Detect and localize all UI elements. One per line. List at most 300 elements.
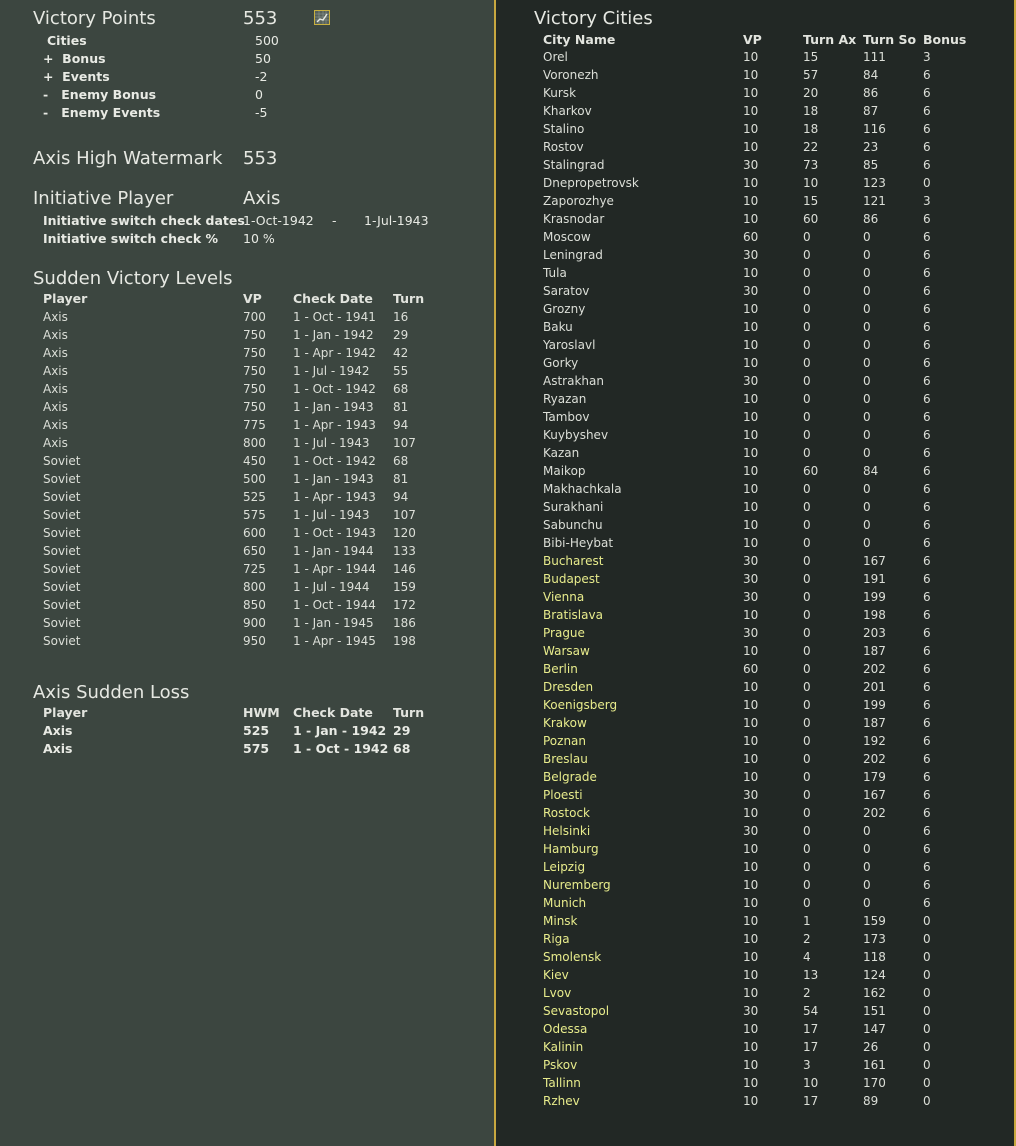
city-vp: 10	[743, 716, 759, 730]
city-turn-so: 0	[863, 824, 871, 838]
sv-player: Soviet	[43, 526, 81, 540]
city-turn-so: 202	[863, 752, 886, 766]
city-bonus: 0	[923, 176, 931, 190]
city-bonus: 0	[923, 1022, 931, 1036]
sv-check-date: 1 - Jul - 1942	[293, 364, 370, 378]
city-bonus: 3	[923, 50, 931, 64]
city-bonus: 6	[923, 626, 931, 640]
city-name: Riga	[543, 932, 570, 946]
city-vp: 10	[743, 428, 759, 442]
city-bonus: 6	[923, 122, 931, 136]
city-bonus: 6	[923, 662, 931, 676]
city-turn-ax: 0	[803, 230, 811, 244]
city-turn-ax: 0	[803, 446, 811, 460]
sv-check-date: 1 - Jul - 1943	[293, 436, 370, 450]
city-bonus: 0	[923, 1094, 931, 1108]
table-row	[496, 626, 1014, 644]
city-name: Dresden	[543, 680, 594, 694]
sl-header-hwm: HWM	[243, 705, 280, 720]
high-watermark-value: 553	[243, 148, 278, 169]
sv-turn: 29	[393, 328, 409, 342]
city-turn-ax: 17	[803, 1040, 819, 1054]
victory-points-total: 553	[243, 8, 278, 29]
city-name: Minsk	[543, 914, 578, 928]
city-vp: 10	[743, 806, 759, 820]
city-turn-ax: 73	[803, 158, 819, 172]
city-bonus: 6	[923, 104, 931, 118]
sl-hwm: 575	[243, 741, 270, 756]
table-row	[0, 598, 494, 616]
sv-vp: 800	[243, 580, 266, 594]
table-row	[496, 302, 1014, 320]
table-row	[496, 662, 1014, 680]
city-name: Rzhev	[543, 1094, 580, 1108]
table-row	[496, 860, 1014, 878]
city-name: Sabunchu	[543, 518, 603, 532]
city-name: Tambov	[543, 410, 590, 424]
table-row	[496, 1058, 1014, 1076]
victory-summary-panel	[0, 0, 494, 1146]
city-name: Makhachkala	[543, 482, 622, 496]
city-turn-so: 173	[863, 932, 886, 946]
city-turn-so: 0	[863, 248, 871, 262]
table-row	[0, 526, 494, 544]
city-turn-so: 203	[863, 626, 886, 640]
city-name: Vienna	[543, 590, 585, 604]
sv-turn: 172	[393, 598, 416, 612]
city-bonus: 6	[923, 536, 931, 550]
city-turn-ax: 0	[803, 608, 811, 622]
table-row	[496, 86, 1014, 104]
city-turn-so: 199	[863, 698, 886, 712]
vp-breakdown-label: - Enemy Events	[43, 105, 161, 120]
table-row	[496, 212, 1014, 230]
city-bonus: 0	[923, 914, 931, 928]
table-row	[0, 472, 494, 490]
sudden-victory-table	[0, 310, 494, 652]
sv-player: Soviet	[43, 598, 81, 612]
city-vp: 10	[743, 446, 759, 460]
table-row	[0, 508, 494, 526]
city-name: Kiev	[543, 968, 569, 982]
city-name: Breslau	[543, 752, 588, 766]
sv-player: Soviet	[43, 508, 81, 522]
city-vp: 10	[743, 518, 759, 532]
city-turn-ax: 0	[803, 680, 811, 694]
table-row	[0, 544, 494, 562]
city-name: Leningrad	[543, 248, 603, 262]
sv-header-turn: Turn	[393, 291, 425, 306]
city-vp: 10	[743, 698, 759, 712]
sv-vp: 525	[243, 490, 266, 504]
sv-turn: 107	[393, 508, 416, 522]
table-row	[496, 806, 1014, 824]
city-turn-ax: 0	[803, 788, 811, 802]
table-row	[0, 580, 494, 598]
city-bonus: 6	[923, 608, 931, 622]
city-turn-so: 23	[863, 140, 879, 154]
city-name: Odessa	[543, 1022, 588, 1036]
city-turn-ax: 60	[803, 212, 819, 226]
city-name: Krakow	[543, 716, 587, 730]
city-turn-ax: 0	[803, 734, 811, 748]
city-vp: 10	[743, 392, 759, 406]
initiative-date-separator: -	[332, 213, 337, 228]
city-vp: 30	[743, 1004, 759, 1018]
table-row	[496, 716, 1014, 734]
sv-vp: 600	[243, 526, 266, 540]
city-vp: 10	[743, 464, 759, 478]
city-turn-ax: 0	[803, 356, 811, 370]
table-row	[0, 634, 494, 652]
vc-header-bonus: Bonus	[923, 32, 967, 47]
city-vp: 10	[743, 1094, 759, 1108]
city-name: Orel	[543, 50, 568, 64]
city-vp: 30	[743, 788, 759, 802]
table-row	[496, 446, 1014, 464]
city-turn-so: 124	[863, 968, 886, 982]
city-turn-ax: 1	[803, 914, 811, 928]
sv-vp: 950	[243, 634, 266, 648]
sl-header-turn: Turn	[393, 705, 425, 720]
city-turn-so: 167	[863, 788, 886, 802]
city-vp: 10	[743, 356, 759, 370]
sv-player: Axis	[43, 310, 68, 324]
table-row	[0, 741, 494, 759]
city-vp: 60	[743, 662, 759, 676]
initiative-pct-value: 10 %	[243, 231, 275, 246]
city-bonus: 6	[923, 716, 931, 730]
city-vp: 10	[743, 302, 759, 316]
table-row	[496, 284, 1014, 302]
vp-breakdown-label: + Bonus	[43, 51, 106, 66]
city-bonus: 6	[923, 320, 931, 334]
city-vp: 10	[743, 176, 759, 190]
city-turn-so: 162	[863, 986, 886, 1000]
sv-vp: 500	[243, 472, 266, 486]
city-name: Belgrade	[543, 770, 597, 784]
city-name: Astrakhan	[543, 374, 604, 388]
city-name: Warsaw	[543, 644, 590, 658]
table-row	[496, 140, 1014, 158]
table-row	[496, 590, 1014, 608]
city-turn-ax: 0	[803, 824, 811, 838]
city-turn-ax: 4	[803, 950, 811, 964]
table-row	[496, 770, 1014, 788]
city-turn-so: 201	[863, 680, 886, 694]
city-vp: 10	[743, 752, 759, 766]
sl-turn: 68	[393, 741, 411, 756]
sv-vp: 650	[243, 544, 266, 558]
city-bonus: 6	[923, 842, 931, 856]
city-name: Krasnodar	[543, 212, 605, 226]
city-turn-ax: 0	[803, 770, 811, 784]
city-vp: 10	[743, 266, 759, 280]
city-turn-so: 84	[863, 68, 879, 82]
table-row	[496, 374, 1014, 392]
city-bonus: 3	[923, 194, 931, 208]
city-turn-ax: 15	[803, 194, 819, 208]
city-bonus: 0	[923, 1058, 931, 1072]
city-vp: 30	[743, 572, 759, 586]
city-bonus: 6	[923, 410, 931, 424]
city-turn-ax: 17	[803, 1094, 819, 1108]
table-row	[496, 122, 1014, 140]
sl-player: Axis	[43, 741, 73, 756]
city-turn-ax: 0	[803, 248, 811, 262]
table-row	[496, 50, 1014, 68]
sv-check-date: 1 - Oct - 1941	[293, 310, 376, 324]
city-turn-so: 198	[863, 608, 886, 622]
vc-header-city-name: City Name	[543, 32, 616, 47]
table-row	[496, 554, 1014, 572]
city-turn-so: 187	[863, 644, 886, 658]
city-turn-ax: 0	[803, 266, 811, 280]
city-turn-ax: 60	[803, 464, 819, 478]
city-name: Helsinki	[543, 824, 591, 838]
city-turn-ax: 22	[803, 140, 819, 154]
vp-breakdown-value: 0	[255, 87, 263, 102]
sv-vp: 800	[243, 436, 266, 450]
sv-check-date: 1 - Apr - 1942	[293, 346, 376, 360]
city-turn-so: 0	[863, 356, 871, 370]
victory-cities-panel	[496, 0, 1014, 1146]
city-turn-so: 0	[863, 284, 871, 298]
table-row	[496, 320, 1014, 338]
city-turn-ax: 0	[803, 536, 811, 550]
city-vp: 10	[743, 608, 759, 622]
table-row	[0, 328, 494, 346]
sv-turn: 55	[393, 364, 409, 378]
initiative-pct-label: Initiative switch check %	[43, 231, 219, 246]
sv-vp: 750	[243, 364, 266, 378]
city-bonus: 0	[923, 1076, 931, 1090]
city-name: Dnepropetrovsk	[543, 176, 639, 190]
city-turn-ax: 0	[803, 320, 811, 334]
sl-check-date: 1 - Oct - 1942	[293, 741, 389, 756]
city-turn-ax: 18	[803, 122, 819, 136]
city-turn-so: 0	[863, 482, 871, 496]
city-turn-ax: 0	[803, 338, 811, 352]
city-turn-so: 191	[863, 572, 886, 586]
table-row	[496, 464, 1014, 482]
city-name: Maikop	[543, 464, 586, 478]
city-name: Kazan	[543, 446, 580, 460]
vc-header-vp: VP	[743, 32, 762, 47]
sv-player: Axis	[43, 382, 68, 396]
table-row	[0, 382, 494, 400]
city-turn-ax: 0	[803, 428, 811, 442]
table-row	[0, 346, 494, 364]
sv-vp: 900	[243, 616, 266, 630]
city-turn-so: 151	[863, 1004, 886, 1018]
sl-turn: 29	[393, 723, 411, 738]
victory-cities-title: Victory Cities	[534, 8, 653, 29]
city-name: Moscow	[543, 230, 591, 244]
vc-header-turn-so: Turn So	[863, 32, 917, 47]
sv-header-vp: VP	[243, 291, 262, 306]
chart-graph-icon[interactable]	[314, 10, 330, 25]
city-vp: 10	[743, 410, 759, 424]
city-vp: 10	[743, 644, 759, 658]
city-bonus: 0	[923, 1004, 931, 1018]
sv-check-date: 1 - Jan - 1942	[293, 328, 374, 342]
city-name: Smolensk	[543, 950, 602, 964]
city-turn-ax: 3	[803, 1058, 811, 1072]
city-bonus: 6	[923, 338, 931, 352]
high-watermark-label: Axis High Watermark	[33, 148, 223, 169]
city-name: Lvov	[543, 986, 572, 1000]
sv-player: Axis	[43, 346, 68, 360]
table-row	[496, 1022, 1014, 1040]
city-vp: 10	[743, 122, 759, 136]
table-row	[496, 986, 1014, 1004]
city-turn-ax: 54	[803, 1004, 819, 1018]
city-bonus: 6	[923, 554, 931, 568]
sv-check-date: 1 - Oct - 1942	[293, 454, 376, 468]
city-bonus: 6	[923, 248, 931, 262]
city-name: Kuybyshev	[543, 428, 609, 442]
city-name: Zaporozhye	[543, 194, 614, 208]
city-turn-so: 86	[863, 86, 879, 100]
city-bonus: 6	[923, 374, 931, 388]
table-row	[496, 266, 1014, 284]
table-row	[496, 1040, 1014, 1058]
city-vp: 10	[743, 86, 759, 100]
city-turn-so: 0	[863, 500, 871, 514]
sudden-loss-title: Axis Sudden Loss	[33, 682, 190, 703]
city-turn-so: 199	[863, 590, 886, 604]
city-turn-so: 179	[863, 770, 886, 784]
sl-check-date: 1 - Jan - 1942	[293, 723, 387, 738]
sv-vp: 700	[243, 310, 266, 324]
vp-breakdown-value: 500	[255, 33, 279, 48]
table-row	[496, 932, 1014, 950]
city-vp: 10	[743, 140, 759, 154]
city-vp: 10	[743, 338, 759, 352]
table-row	[496, 338, 1014, 356]
city-name: Tula	[543, 266, 567, 280]
city-turn-ax: 0	[803, 554, 811, 568]
city-name: Bratislava	[543, 608, 603, 622]
city-turn-so: 0	[863, 536, 871, 550]
city-turn-ax: 0	[803, 410, 811, 424]
city-name: Kursk	[543, 86, 577, 100]
sv-turn: 81	[393, 472, 409, 486]
city-turn-so: 86	[863, 212, 879, 226]
city-bonus: 6	[923, 860, 931, 874]
city-vp: 30	[743, 824, 759, 838]
sv-vp: 750	[243, 382, 266, 396]
sv-check-date: 1 - Apr - 1944	[293, 562, 376, 576]
city-vp: 10	[743, 842, 759, 856]
city-turn-ax: 0	[803, 518, 811, 532]
sv-check-date: 1 - Jul - 1943	[293, 508, 370, 522]
city-turn-ax: 0	[803, 878, 811, 892]
initiative-player: Axis	[243, 188, 281, 209]
vc-header-turn-ax: Turn Ax	[803, 32, 857, 47]
sv-check-date: 1 - Jan - 1944	[293, 544, 374, 558]
table-row	[496, 104, 1014, 122]
city-vp: 10	[743, 194, 759, 208]
sv-check-date: 1 - Jul - 1944	[293, 580, 370, 594]
sv-turn: 68	[393, 454, 409, 468]
city-name: Ploesti	[543, 788, 583, 802]
city-turn-ax: 0	[803, 284, 811, 298]
table-row	[496, 950, 1014, 968]
table-row	[496, 176, 1014, 194]
city-bonus: 6	[923, 770, 931, 784]
city-vp: 10	[743, 914, 759, 928]
sv-turn: 81	[393, 400, 409, 414]
city-turn-so: 187	[863, 716, 886, 730]
city-turn-ax: 0	[803, 392, 811, 406]
city-name: Hamburg	[543, 842, 599, 856]
table-row	[496, 1076, 1014, 1094]
city-vp: 30	[743, 590, 759, 604]
table-row	[496, 842, 1014, 860]
city-bonus: 0	[923, 968, 931, 982]
city-vp: 30	[743, 248, 759, 262]
city-name: Rostov	[543, 140, 584, 154]
city-turn-so: 89	[863, 1094, 879, 1108]
city-turn-so: 118	[863, 950, 886, 964]
sl-header-check-date: Check Date	[293, 705, 373, 720]
sl-hwm: 525	[243, 723, 270, 738]
sv-player: Soviet	[43, 580, 81, 594]
table-row	[496, 428, 1014, 446]
city-name: Grozny	[543, 302, 586, 316]
table-row	[496, 392, 1014, 410]
city-turn-so: 87	[863, 104, 879, 118]
city-turn-so: 116	[863, 122, 886, 136]
city-bonus: 6	[923, 284, 931, 298]
city-turn-so: 0	[863, 896, 871, 910]
city-turn-ax: 0	[803, 644, 811, 658]
city-bonus: 6	[923, 878, 931, 892]
city-name: Leipzig	[543, 860, 586, 874]
city-turn-so: 0	[863, 860, 871, 874]
city-turn-ax: 0	[803, 698, 811, 712]
vp-breakdown-value: -2	[255, 69, 268, 84]
sv-player: Soviet	[43, 562, 81, 576]
city-turn-ax: 0	[803, 716, 811, 730]
sv-player: Axis	[43, 436, 68, 450]
sv-turn: 159	[393, 580, 416, 594]
city-name: Surakhani	[543, 500, 604, 514]
table-row	[496, 734, 1014, 752]
city-turn-ax: 0	[803, 806, 811, 820]
sv-vp: 725	[243, 562, 266, 576]
sv-check-date: 1 - Oct - 1944	[293, 598, 376, 612]
sv-player: Axis	[43, 418, 68, 432]
city-bonus: 0	[923, 1040, 931, 1054]
city-turn-ax: 0	[803, 842, 811, 856]
city-turn-ax: 2	[803, 932, 811, 946]
city-name: Stalino	[543, 122, 585, 136]
table-row	[496, 194, 1014, 212]
sv-player: Soviet	[43, 634, 81, 648]
city-vp: 10	[743, 968, 759, 982]
city-bonus: 6	[923, 734, 931, 748]
city-bonus: 6	[923, 644, 931, 658]
city-bonus: 6	[923, 680, 931, 694]
city-vp: 10	[743, 770, 759, 784]
sv-player: Soviet	[43, 454, 81, 468]
city-vp: 10	[743, 896, 759, 910]
city-turn-so: 0	[863, 410, 871, 424]
sl-player: Axis	[43, 723, 73, 738]
